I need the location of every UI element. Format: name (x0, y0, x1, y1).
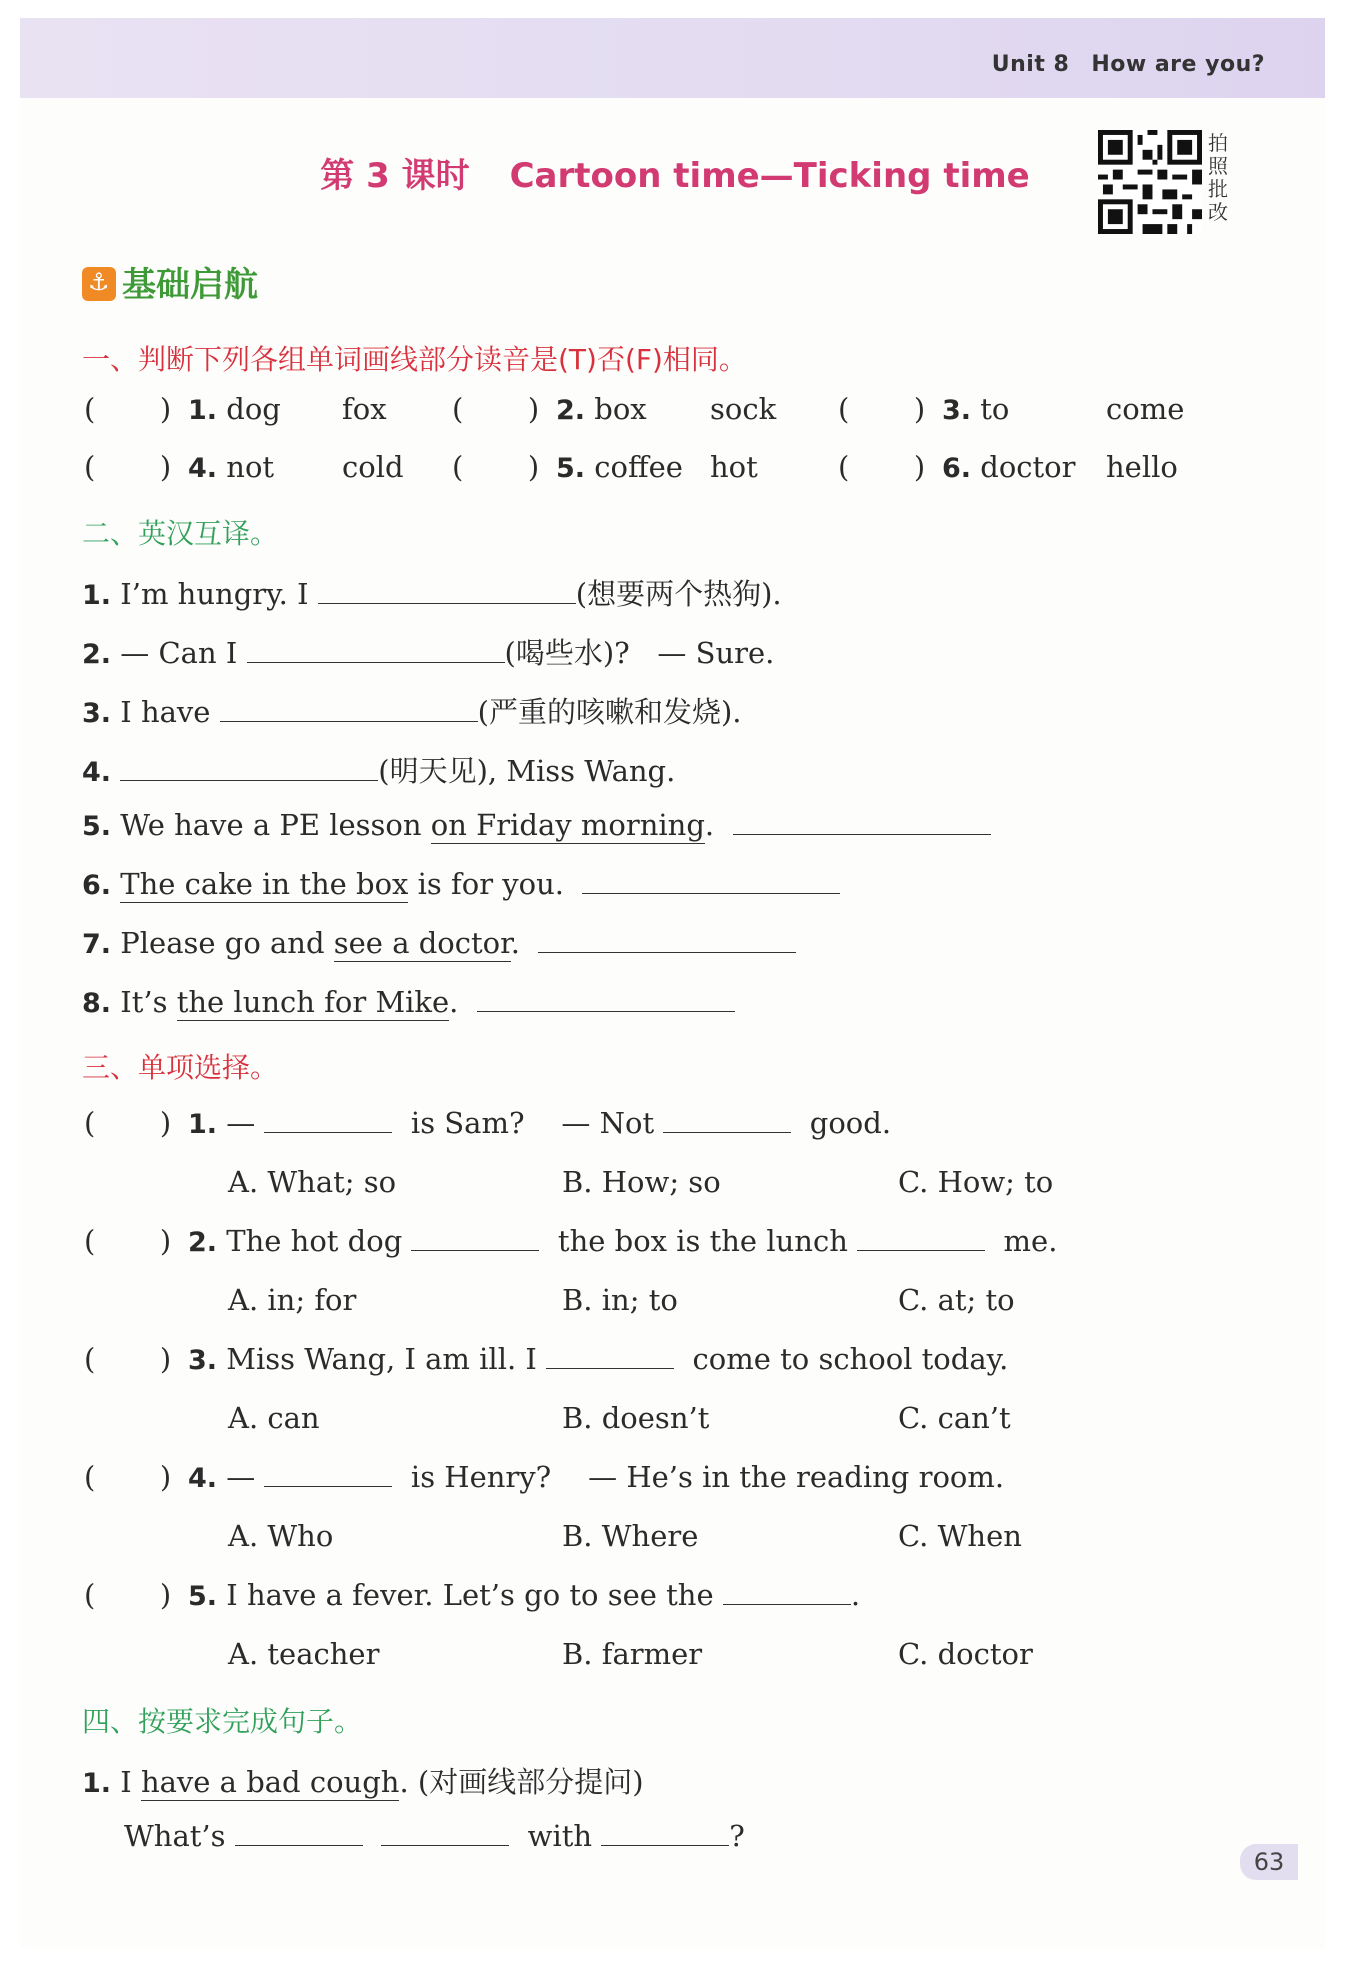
prompt-text: . (449, 985, 459, 1019)
answer-blank[interactable] (235, 1844, 363, 1846)
prompt-text: I have (120, 695, 211, 729)
mcq-question (188, 1224, 1057, 1258)
translation-item (82, 749, 675, 790)
question-text: is Sam? (410, 1106, 525, 1140)
option-b[interactable]: B. doesn’t (562, 1401, 710, 1435)
answer-bracket[interactable]: ( ) (84, 1106, 172, 1140)
answer-blank[interactable] (733, 833, 991, 835)
prompt-text: ? (729, 1819, 745, 1853)
qr-code-icon[interactable] (1098, 130, 1202, 234)
item-number: 1. (82, 1768, 112, 1799)
phonics-item (942, 392, 1009, 426)
phonics-item (556, 450, 683, 484)
answer-bracket[interactable]: ( ) (452, 450, 540, 484)
answer-blank[interactable] (381, 1844, 509, 1846)
question-text: — He’s in the reading room. (588, 1460, 1005, 1494)
page-number: 63 (1240, 1844, 1298, 1880)
prompt-text: What’s (124, 1819, 226, 1853)
part1-heading: 一、判断下列各组单词画线部分读音是(T)否(F)相同。 (82, 343, 747, 376)
item-number: 4. (188, 453, 218, 484)
translation-item (82, 631, 774, 672)
answer-bracket[interactable]: ( ) (84, 392, 172, 426)
prompt-text: (喝些水)? (504, 636, 630, 670)
section-title (82, 257, 258, 306)
item-number: 1. (188, 395, 218, 426)
prompt-text: . (510, 926, 520, 960)
question-text: The hot dog (226, 1224, 403, 1258)
prompt-text: We have a PE lesson (120, 808, 422, 842)
section-title-text: 基础启航 (122, 265, 258, 305)
translation-item (82, 572, 782, 613)
underlined-phrase: see a doctor (333, 926, 511, 960)
word: to (980, 392, 1010, 426)
translation-item (82, 690, 742, 731)
rewrite-item (82, 1760, 644, 1801)
underlined-phrase: the lunch for Mike (176, 985, 450, 1019)
item-number: 2. (82, 639, 112, 670)
item-number: 4. (82, 757, 112, 788)
answer-blank[interactable] (247, 661, 505, 663)
answer-blank[interactable] (601, 1844, 729, 1846)
item-number: 3. (82, 698, 112, 729)
photo-grading-label: 拍照批改 (1208, 131, 1228, 224)
answer-bracket[interactable]: ( ) (84, 1224, 172, 1258)
question-text: — Not (561, 1106, 655, 1140)
option-a[interactable]: A. can (228, 1401, 320, 1435)
mcq-question (188, 1342, 1008, 1376)
option-c[interactable]: C. at; to (898, 1283, 1015, 1317)
translation-item (82, 867, 840, 901)
answer-bracket[interactable]: ( ) (84, 1460, 172, 1494)
question-text: . (850, 1578, 861, 1612)
answer-blank[interactable] (723, 1603, 851, 1605)
prompt-text: Please go and (120, 926, 325, 960)
answer-blank[interactable] (318, 602, 576, 604)
answer-bracket[interactable]: ( ) (838, 392, 926, 426)
phonics-word: cold (342, 450, 404, 484)
answer-blank[interactable] (411, 1249, 539, 1251)
translation-item (82, 808, 991, 842)
item-number: 5. (188, 1581, 218, 1612)
prompt-text: . (704, 808, 715, 842)
phonics-word: fox (342, 392, 387, 426)
question-text: come to school today. (692, 1342, 1009, 1376)
item-number: 2. (556, 395, 586, 426)
answer-bracket[interactable]: ( ) (452, 392, 540, 426)
part4-heading: 四、按要求完成句子。 (82, 1705, 363, 1738)
answer-blank[interactable] (546, 1367, 674, 1369)
prompt-text: — Sure. (657, 636, 775, 670)
underlined-phrase: have a bad cough (140, 1765, 400, 1799)
lesson-name: Cartoon time—Ticking time (509, 156, 1030, 196)
prompt-text: I’m hungry. I (120, 577, 309, 611)
translation-item (82, 926, 796, 960)
part2-heading: 二、英汉互译。 (82, 517, 279, 550)
phonics-item (556, 392, 647, 426)
underlined-phrase: The cake in the box (120, 867, 409, 901)
option-a[interactable]: A. teacher (228, 1637, 380, 1671)
item-number: 6. (82, 870, 112, 901)
item-number: 6. (942, 453, 972, 484)
question-text: the box is the lunch (557, 1224, 848, 1258)
item-number: 5. (556, 453, 586, 484)
answer-blank[interactable] (663, 1131, 791, 1133)
answer-blank[interactable] (264, 1131, 392, 1133)
prompt-text: is for you. (417, 867, 565, 901)
phonics-item (942, 450, 1076, 484)
word: dog (226, 392, 281, 426)
part3-heading: 三、单项选择。 (82, 1051, 279, 1084)
phonics-item (188, 392, 281, 426)
mcq-question (188, 1578, 860, 1612)
unit-title: How are you? (1091, 52, 1265, 77)
option-c[interactable]: C. can’t (898, 1401, 1011, 1435)
question-text: — (226, 1106, 256, 1140)
item-number: 3. (188, 1345, 218, 1376)
rewrite-answer-line (124, 1819, 745, 1853)
prompt-text: (明天见), Miss Wang. (378, 754, 676, 788)
phonics-word: hello (1106, 450, 1178, 484)
option-b[interactable]: B. in; to (562, 1283, 678, 1317)
question-text: I have a fever. Let’s go to see the (226, 1578, 714, 1612)
unit-number: Unit 8 (991, 52, 1070, 77)
question-text: is Henry? (410, 1460, 552, 1494)
answer-blank[interactable] (220, 720, 478, 722)
prompt-text: (想要两个热狗). (575, 577, 782, 611)
item-number: 5. (82, 811, 112, 842)
translation-item (82, 985, 735, 1019)
word: coffee (594, 450, 683, 484)
item-number: 1. (82, 580, 112, 611)
item-number: 8. (82, 988, 112, 1019)
answer-blank[interactable] (477, 1010, 735, 1012)
question-text: Miss Wang, I am ill. I (226, 1342, 537, 1376)
word: doctor (980, 450, 1076, 484)
answer-blank[interactable] (582, 892, 840, 894)
anchor-icon (82, 267, 116, 301)
phonics-word: come (1106, 392, 1185, 426)
phonics-word: sock (710, 392, 777, 426)
answer-blank[interactable] (264, 1485, 392, 1487)
option-c[interactable]: C. doctor (898, 1637, 1033, 1671)
lesson-number: 第 3 课时 (320, 156, 470, 196)
prompt-text: (严重的咳嗽和发烧). (477, 695, 742, 729)
word: not (226, 450, 275, 484)
word: box (594, 392, 647, 426)
prompt-text: It’s (120, 985, 168, 1019)
question-text: good. (809, 1106, 892, 1140)
option-c[interactable]: C. How; to (898, 1165, 1054, 1199)
option-b[interactable]: B. Where (562, 1519, 699, 1553)
answer-blank[interactable] (857, 1249, 985, 1251)
item-number: 2. (188, 1227, 218, 1258)
question-text: me. (1003, 1224, 1058, 1258)
underlined-phrase: on Friday morning (430, 808, 705, 842)
answer-bracket[interactable]: ( ) (84, 450, 172, 484)
option-c[interactable]: C. When (898, 1519, 1022, 1553)
question-text: — (226, 1460, 256, 1494)
prompt-text: with (527, 1819, 593, 1853)
mcq-question (188, 1106, 891, 1140)
answer-bracket[interactable]: ( ) (84, 1342, 172, 1376)
item-number: 7. (82, 929, 112, 960)
answer-blank[interactable] (538, 951, 796, 953)
option-a[interactable]: A. Who (228, 1519, 334, 1553)
unit-header (992, 52, 1265, 77)
option-b[interactable]: B. How; so (562, 1165, 721, 1199)
item-number: 1. (188, 1109, 218, 1140)
answer-bracket[interactable]: ( ) (84, 1578, 172, 1612)
item-number: 4. (188, 1463, 218, 1494)
item-number: 3. (942, 395, 972, 426)
prompt-text: I (120, 1765, 132, 1799)
mcq-question (188, 1460, 1004, 1494)
phonics-item (188, 450, 274, 484)
option-a[interactable]: A. What; so (228, 1165, 397, 1199)
prompt-text: . (对画线部分提问) (399, 1765, 644, 1799)
answer-bracket[interactable]: ( ) (838, 450, 926, 484)
phonics-word: hot (710, 450, 758, 484)
option-b[interactable]: B. farmer (562, 1637, 703, 1671)
option-a[interactable]: A. in; for (228, 1283, 357, 1317)
answer-blank[interactable] (120, 779, 378, 781)
prompt-text: — Can I (120, 636, 238, 670)
